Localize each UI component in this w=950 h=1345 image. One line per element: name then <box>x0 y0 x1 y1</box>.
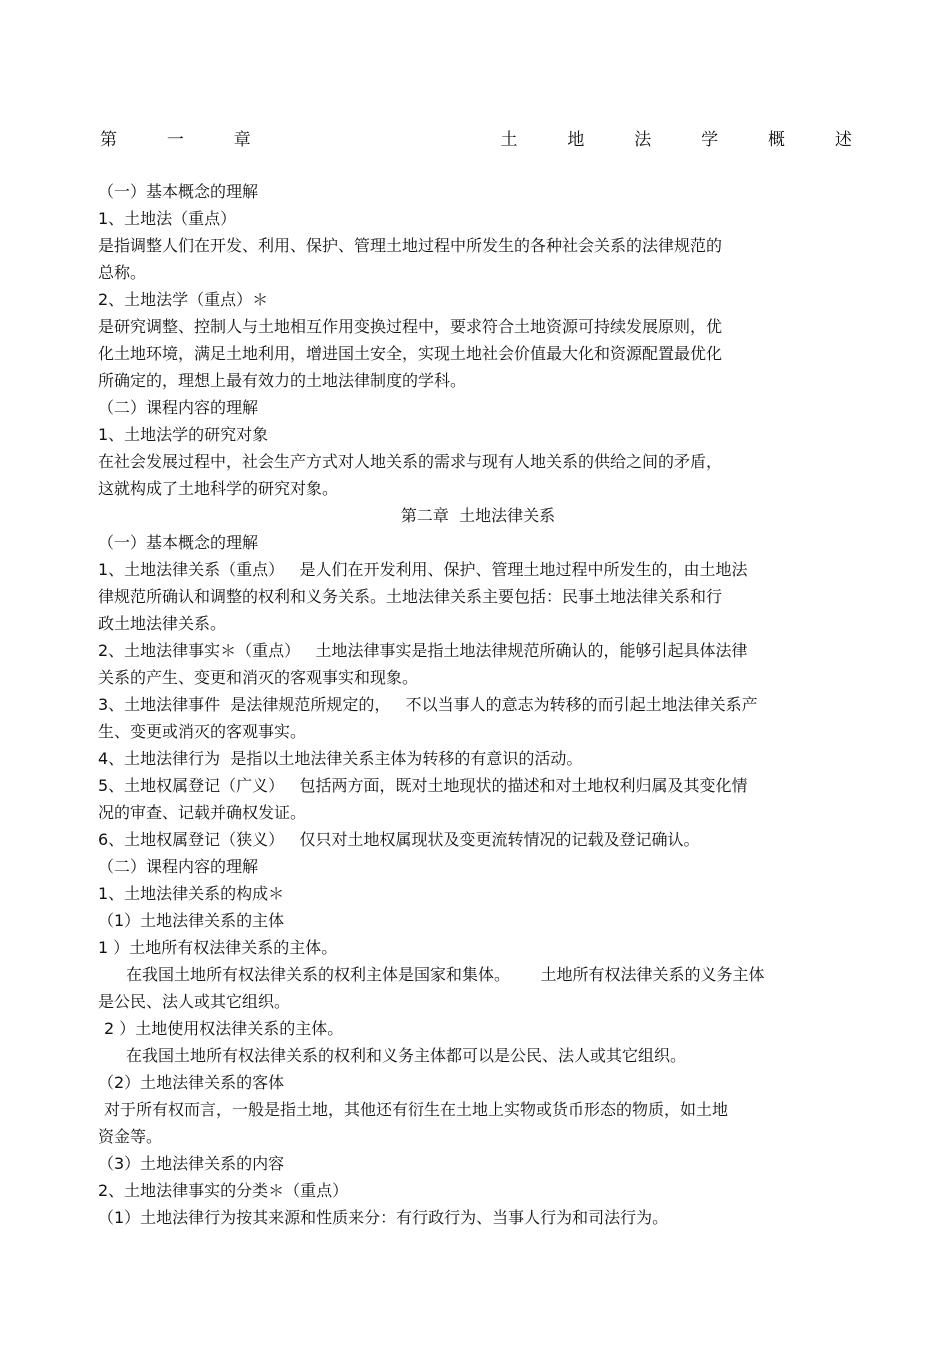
title-char: 述 <box>834 130 852 150</box>
title-char: 土 <box>500 130 518 150</box>
text-line: （1）土地法律关系的主体 <box>98 911 285 930</box>
title-char: 法 <box>634 130 652 150</box>
title-char: 章 <box>233 130 251 150</box>
text-line: 2、土地法学（重点）＊ <box>98 290 269 309</box>
text-line: 3、土地法律事件 是法律规范所规定的， 不以当事人的意志为转移的而引起土地法律关系产 <box>98 695 758 714</box>
text-line: （1）土地法律行为按其来源和性质来分：有行政行为、当事人行为和司法行为。 <box>98 1208 669 1227</box>
text-line: 政土地法律关系。 <box>98 614 227 633</box>
text-line: 生、变更或消灭的客观事实。 <box>98 722 307 741</box>
title-char: 一 <box>166 130 184 150</box>
text-line: 关系的产生、变更和消灭的客观事实和现象。 <box>98 668 419 687</box>
text-line: 资金等。 <box>98 1127 163 1146</box>
title-char: 学 <box>701 130 719 150</box>
chapter1-title <box>100 128 852 152</box>
text-line: 5、土地权属登记（广义） 包括两方面，既对土地现状的描述和对土地权利归属及其变化情 <box>98 776 748 795</box>
text-line: 所确定的，理想上最有效力的土地法律制度的学科。 <box>98 371 467 390</box>
text-line: （二）课程内容的理解 <box>98 398 259 417</box>
text-line: 总称。 <box>98 263 147 282</box>
title-char: 第 <box>100 130 117 150</box>
text-line: 1、土地法学的研究对象 <box>98 425 269 444</box>
text-line: （二）课程内容的理解 <box>98 857 259 876</box>
text-line: 况的审查、记载并确权发证。 <box>98 803 307 822</box>
text-line: 这就构成了土地科学的研究对象。 <box>98 479 339 498</box>
title-char: 地 <box>567 130 585 150</box>
text-line: 6、土地权属登记（狭义） 仅只对土地权属现状及变更流转情况的记载及登记确认。 <box>98 830 700 849</box>
text-line: 2 ）土地使用权法律关系的主体。 <box>104 1019 344 1038</box>
text-line: 1 ）土地所有权法律关系的主体。 <box>98 938 338 957</box>
text-line: 在我国土地所有权法律关系的权利主体是国家和集体。 土地所有权法律关系的义务主体 <box>126 965 765 984</box>
text-line: 在我国土地所有权法律关系的权利和义务主体都可以是公民、法人或其它组织。 <box>126 1046 687 1065</box>
text-line: 对于所有权而言，一般是指土地，其他还有衍生在土地上实物或货币形态的物质，如土地 <box>104 1100 729 1119</box>
text-line: 1、土地法（重点） <box>98 209 237 228</box>
document-body <box>98 178 858 1231</box>
text-line: 是指调整人们在开发、利用、保护、管理土地过程中所发生的各种社会关系的法律规范的 <box>98 236 723 255</box>
text-line: （一）基本概念的理解 <box>98 533 259 552</box>
text-line: 2、土地法律事实＊（重点） 土地法律事实是指土地法律规范所确认的，能够引起具体法律 <box>98 641 748 660</box>
text-line: 律规范所确认和调整的权利和义务关系。土地法律关系主要包括：民事土地法律关系和行 <box>98 587 723 606</box>
text-line: （2）土地法律关系的客体 <box>98 1073 285 1092</box>
text-line: （一）基本概念的理解 <box>98 182 259 201</box>
text-line: 化土地环境，满足土地利用，增进国土安全，实现土地社会价值最大化和资源配置最优化 <box>98 344 723 363</box>
text-line: （3）土地法律关系的内容 <box>98 1154 285 1173</box>
title-gap <box>301 128 451 152</box>
title-char: 概 <box>768 130 785 150</box>
text-line: 2、土地法律事实的分类＊（重点） <box>98 1181 349 1200</box>
text-line: 1、土地法律关系的构成＊ <box>98 884 285 903</box>
chapter2-title: 第二章 土地法律关系 <box>400 506 556 525</box>
text-line: 1、土地法律关系（重点） 是人们在开发利用、保护、管理土地过程中所发生的，由土地法 <box>98 560 748 579</box>
text-line: 是研究调整、控制人与土地相互作用变换过程中，要求符合土地资源可持续发展原则，优 <box>98 317 723 336</box>
text-line: 是公民、法人或其它组织。 <box>98 992 291 1011</box>
text-line: 在社会发展过程中，社会生产方式对人地关系的需求与现有人地关系的供给之间的矛盾， <box>98 452 723 471</box>
text-line: 4、土地法律行为 是指以土地法律关系主体为转移的有意识的活动。 <box>98 749 583 768</box>
